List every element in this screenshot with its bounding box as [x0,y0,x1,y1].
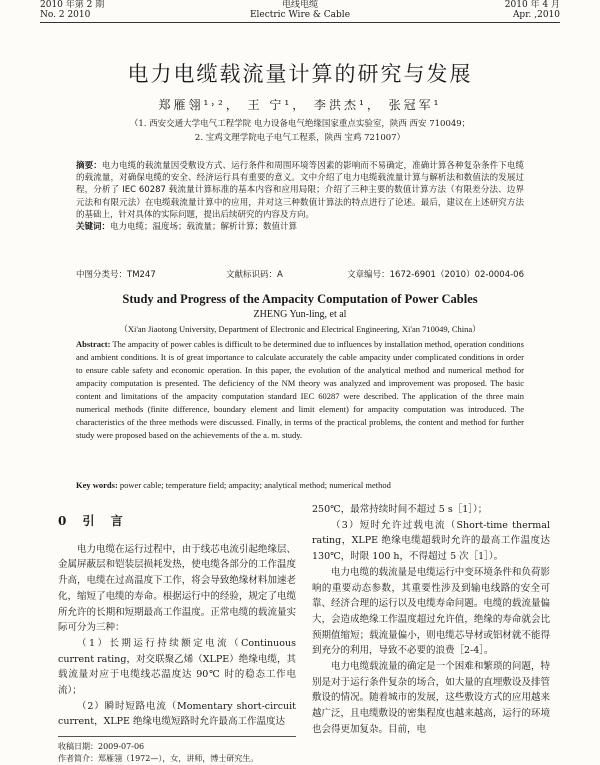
abstract-cn-label: 摘要： [76,161,102,171]
article-number: 文章编号：1672-6901（2010）02-0004-06 [347,270,524,280]
header-date-cn: 2010 年 4 月 [504,0,560,10]
keywords-en-label: Key words: [76,480,118,490]
body-paragraph: 250℃，最常持续时间不超过 5 s［1］）； [312,504,488,515]
body-column-right [312,502,550,738]
keywords-en-line [76,480,524,490]
abstract-en-label: Abstract: [76,339,111,349]
header-issue-cn: 2010 年第 2 期 [40,0,105,10]
author-bio: 作者简介：郑雁翎（1972—），女，讲师，博士研究生。 [58,754,259,763]
abstract-en [76,338,524,442]
classification-row [76,268,524,280]
header-issue-en: No. 2 2010 [40,10,91,20]
english-author: ZHENG Yun-ling, et al [253,309,347,320]
header-right [505,0,560,20]
abstract-en-text: The ampacity of power cables is difficult to be determined due to influences by installation method, operation conditions and ambient conditions. It is of great importance to calculate accurately the cable ampacity under complicated conditions in order to ensure cable safety and economic operation. In this paper, the evolution of the analytical method and numerical method for ampacity computation is presented. The deficiency of the NM theory was analyzed and improvement was proposed. The basic content and limitations of the ampacity computation standard IEC 60287 were described. The application of the three main numerical methods (finite difference, boundary element and limit element) for ampacity computation was introduced. The characteristics of the three methods were discussed. Finally, in terms of the practical problems, the content and method for further study were proposed based on the achievements of the a. m. study. [76,339,524,440]
running-header [40,0,560,23]
journal-name-en: Electric Wire & Cable [249,10,351,20]
body-paragraph: （2）瞬时短路电流（Momentary short-circuit current，XLPE 绝缘电缆短路时允许最高工作温度达 [58,700,296,728]
english-title: Study and Progress of the Ampacity Computation of Power Cables [122,292,478,306]
keywords-cn-label: 关键词： [76,222,111,233]
english-affiliation: （Xi'an Jiaotong University, Department of Electronic and Electrical Engineering, Xi'an 710049, China） [119,324,481,334]
clc-number: 中图分类号：TM247 [76,270,156,280]
abstract-cn [76,160,524,233]
body-paragraph: 电力电缆载流量的确定是一个困难和繁琐的问题，特别是对于运行条件复杂的场合，如大量的直埋敷设及排管敷设的情况。随着城市的发展，这些敷设方式的应用越来越广泛，且电缆敷设的密集程度也越来越高，运行的环境也会得更加复杂。目前，电 [312,661,550,735]
header-date-en: Apr. ,2010 [512,10,560,20]
received-date: 收稿日期：2009-07-06 [58,742,145,751]
keywords-en: power cable; temperature field; ampacity; analytical method; numerical method [119,480,391,490]
author-list: 郑雁翎¹˒²， 王 宁¹， 李洪杰¹， 张冠军¹ [158,98,442,112]
keywords-cn: 电力电缆；温度场；载流量；解析计算；数值计算 [110,222,298,233]
affiliation-2: 2. 宝鸡文理学院电子电气工程系，陕西 宝鸡 721007） [194,133,406,143]
body-paragraph: 电力电缆在运行过程中，由于线芯电流引起绝缘层、金属屏蔽层和铠装层损耗发热，使电缆各部分的工作温度升高，电缆在过高温度下工作，将会导致绝缘材料加速老化，缩短了电缆的寿命。根据运行中的经验，规定了电缆所允许的长期和短期最高工作温度。正常电缆的载流量实际可分为三种： [58,543,296,634]
body-column-left [58,508,296,730]
journal-name-cn: 电线电缆 [281,0,318,10]
body-paragraph: 电力电缆的载流量是电缆运行中变环境条件和负荷影响的重要动态参数，其重要性涉及到输电线路的安全可靠、经济合理的运行以及电缆寿命问题。电缆的载流量偏大，会造成绝缘工作温度超过允许值，绝缘的寿命就会比预期值缩短；载流量偏小，则电缆芯导材或铝材就不能得到充分的利用，导致不必要的浪费［2-4］。 [312,566,550,657]
document-code: 文献标识码：A [226,270,283,280]
section-heading: 0 引 言 [58,514,129,528]
affiliation-1: （1. 西安交通大学电气工程学院 电力设备电气绝缘国家重点实验室，陕西 西安 710049； [129,119,471,129]
paper-title: 电力电缆载流量计算的研究与发展 [127,62,473,86]
abstract-cn-text: 电力电缆的载流量因受敷设方式、运行条件和周围环境等因素的影响而不易确定，准确计算各种复杂条件下电缆的载流量，对确保电缆的安全、经济运行具有重要的意义。文中介绍了电力电缆载流量计算与解析法和数值法的发展过程，分析了 IEC 60287 载流量计算标准的基本内容和应用局限；介绍了三种主要的数值计算方法（有限差分法、边界元法和有限元法）在电缆载流量计算中的应用，并对这三种数值计算法的特点进行了论述。最后，建议在上述研究方法的基础上，针对具体的实际问题，提出后续研究的内容及方向。 [76,161,524,220]
body-paragraph: （3）短时允许过载电流（Short-time thermal rating，XLPE 绝缘电缆超载时允许的最高工作温度达 130℃，时限 100 h，不得超过 5 次［1］）。 [312,519,550,563]
body-paragraph: （1）长期运行持续额定电流（Continuous current rating，对交联聚乙烯（XLPE）绝缘电缆，其载流量对应于电缆线芯温度达 90℃ 时的稳态工作电流）； [58,637,296,697]
header-center [40,0,560,20]
